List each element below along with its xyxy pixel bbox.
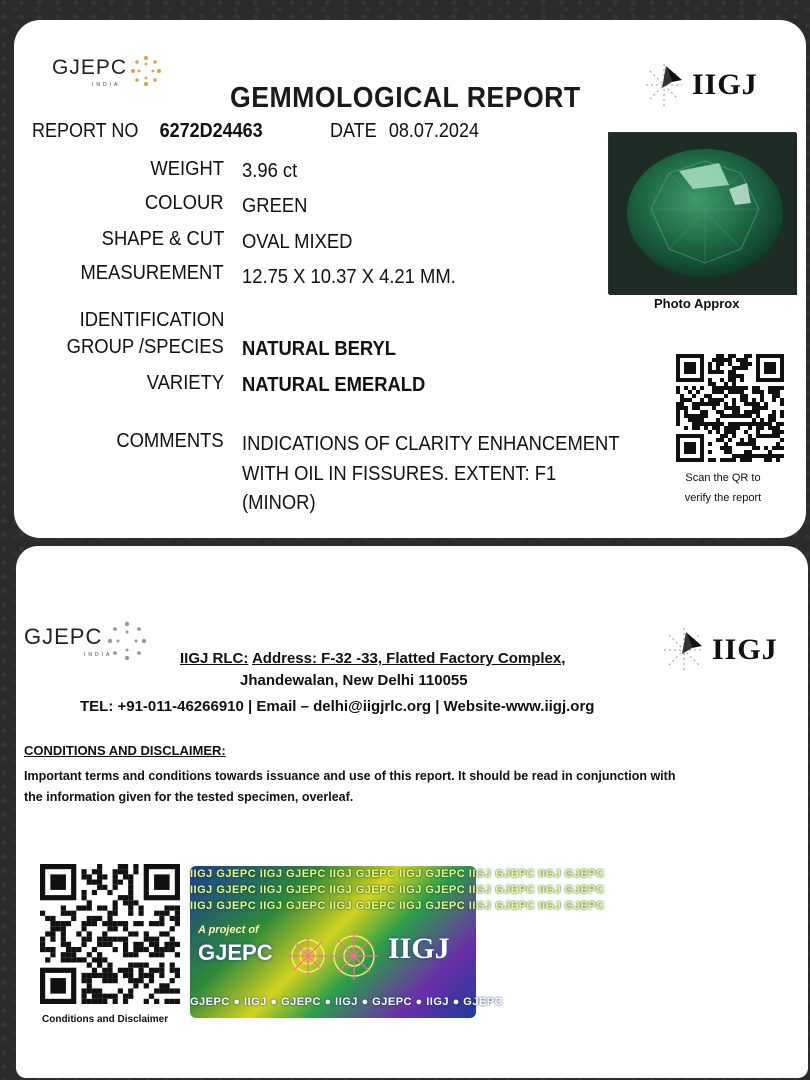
report-title: GEMMOLOGICAL REPORT xyxy=(230,82,581,114)
back-iigj-logo-text: IIGJ xyxy=(712,633,778,666)
conditions-title: CONDITIONS AND DISCLAIMER: xyxy=(24,743,226,758)
measurement-label: MEASUREMENT xyxy=(80,262,224,284)
gjepc-india-text: INDIA xyxy=(92,82,121,88)
hologram-project-text: A project of xyxy=(198,924,259,936)
comments-line-2: WITH OIL IN FISSURES. EXTENT: F1 xyxy=(242,463,557,485)
hologram-iigj-text: IIGJ xyxy=(388,932,450,965)
report-date-line xyxy=(330,120,479,143)
back-gjepc-india-text: INDIA xyxy=(84,652,113,658)
conditions-line-2: the information given for the tested specimen, overleaf. xyxy=(24,790,354,804)
hologram-rosette-icon xyxy=(282,926,382,984)
identification-label: IDENTIFICATION xyxy=(79,309,224,331)
comments-label: COMMENTS xyxy=(116,430,224,452)
hologram-gjepc-text: GJEPC xyxy=(198,940,273,965)
variety-label: VARIETY xyxy=(146,372,224,394)
qr-caption-line-1: Scan the QR to xyxy=(685,472,761,484)
group-species-value: NATURAL BERYL xyxy=(242,338,397,360)
back-iigj-logo xyxy=(656,622,778,678)
address-line-1 xyxy=(180,650,565,667)
hologram-center xyxy=(190,922,476,986)
address-line-2: Jhandewalan, New Delhi 110055 xyxy=(240,672,468,689)
back-gjepc-logo-text: GJEPC xyxy=(24,624,103,649)
shape-cut-value: OVAL MIXED xyxy=(242,231,353,253)
gjepc-star-icon xyxy=(129,54,163,88)
colour-label: COLOUR xyxy=(145,192,224,214)
report-no-label: REPORT NO xyxy=(32,120,139,142)
comments-line-1: INDICATIONS OF CLARITY ENHANCEMENT xyxy=(242,433,620,455)
conditions-line-1: Important terms and conditions towards issuance and use of this report. It should be read in conjunction with xyxy=(24,769,676,783)
photo-caption: Photo Approx xyxy=(654,296,740,311)
conditions-qr-caption: Conditions and Disclaimer xyxy=(42,1014,169,1025)
gjepc-logo-text: GJEPC xyxy=(52,56,128,79)
hologram-strip-3: IIGJ GJEPC IIGJ GJEPC IIGJ GJEPC IIGJ GJEPC IIGJ GJEPC IIGJ GJEPC xyxy=(190,900,605,912)
report-front-card xyxy=(14,20,806,538)
report-no-value: 6272D24463 xyxy=(159,120,263,142)
iigj-logo-text: IIGJ xyxy=(692,68,758,101)
date-label: DATE xyxy=(330,120,377,142)
back-iigj-emblem-icon xyxy=(656,622,712,678)
back-gjepc-logo xyxy=(24,624,150,664)
iigj-emblem-icon xyxy=(636,58,692,112)
report-back-card xyxy=(16,546,808,1078)
conditions-qr-code[interactable] xyxy=(40,864,180,1004)
hologram-strip-1: IIGJ GJEPC IIGJ GJEPC IIGJ GJEPC IIGJ GJEPC IIGJ GJEPC IIGJ GJEPC xyxy=(190,868,605,880)
weight-value: 3.96 ct xyxy=(242,160,298,182)
hologram-bottom-strip: GJEPC ● IIGJ ● GJEPC ● IIGJ ● GJEPC ● IIGJ ● GJEPC xyxy=(190,996,504,1008)
weight-label: WEIGHT xyxy=(150,158,224,180)
contact-line: TEL: +91-011-46266910 | Email – delhi@iigjrlc.org | Website-www.iigj.org xyxy=(80,698,595,715)
gjepc-logo xyxy=(52,56,163,88)
date-value: 08.07.2024 xyxy=(388,120,479,142)
comments-line-3: (MINOR) xyxy=(242,492,316,514)
qr-caption-line-2: verify the report xyxy=(684,492,762,504)
report-qr-code[interactable] xyxy=(676,354,784,462)
emerald-gem-image xyxy=(609,133,797,295)
security-hologram xyxy=(190,866,605,1018)
colour-value: GREEN xyxy=(242,195,308,217)
gem-photo xyxy=(608,132,796,294)
report-number-line xyxy=(32,120,263,143)
address-value: Address: F-32 -33, Flatted Factory Complex, xyxy=(251,650,566,667)
measurement-value: 12.75 X 10.37 X 4.21 MM. xyxy=(242,266,456,288)
group-species-label: GROUP /SPECIES xyxy=(66,336,224,358)
iigj-logo xyxy=(636,58,758,112)
shape-cut-label: SHAPE & CUT xyxy=(101,228,224,250)
variety-value: NATURAL EMERALD xyxy=(242,374,426,396)
address-label: IIGJ RLC: xyxy=(180,650,249,667)
hologram-strip-2: IIGJ GJEPC IIGJ GJEPC IIGJ GJEPC IIGJ GJEPC IIGJ GJEPC IIGJ GJEPC xyxy=(190,884,605,896)
